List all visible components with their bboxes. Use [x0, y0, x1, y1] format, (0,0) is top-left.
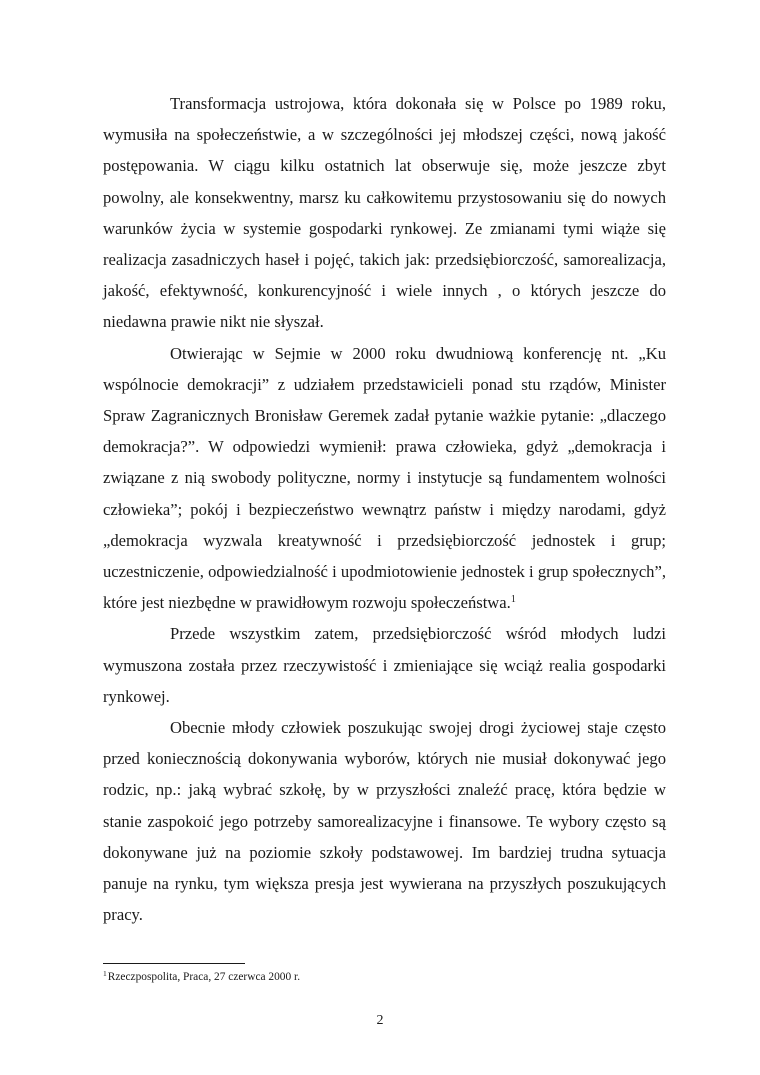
- body-text: [103, 88, 666, 930]
- paragraph-text: Obecnie młody człowiek poszukując swojej drogi życiowej staje często przed koniecznością dokonywania wyborów, których nie musiał dokonywać jego rodzic, np.: jaką wybrać szkołę, by w przyszłości znaleźć pracę, która będzie w stanie zaspokoić jego potrzeby samorealizacyjne i finansowe. Te wybory często są dokonywane już na poziomie szkoły podstawowej. Im bardziej trudna sytuacja panuje na rynku, tym większa presja jest wywierana na przyszłych poszukujących pracy.: [103, 718, 666, 925]
- footnote-reference: 1: [510, 594, 516, 606]
- paragraph-text: Transformacja ustrojowa, która dokonała się w Polsce po 1989 roku, wymusiła na społeczeństwie, a w szczególności jej młodszej części, nową jakość postępowania. W ciągu kilku ostatnich lat obserwuje się, może jeszcze zbyt powolny, ale konsekwentny, marsz ku całkowitemu przystosowaniu się do nowych warunków życia w systemie gospodarki rynkowej. Ze zmianami tymi wiąże się realizacja zasadniczych haseł i pojęć, takich jak: przedsiębiorczość, samorealizacja, jakość, efektywność, konkurencyjność i wiele innych , o których jeszcze do niedawna prawie nikt nie słyszał.: [103, 94, 666, 332]
- footnote-text: Rzeczpospolita, Praca, 27 czerwca 2000 r.: [107, 971, 301, 983]
- footnote-separator: [103, 963, 245, 964]
- paragraph-geremek-conference: [103, 338, 666, 619]
- paragraph-entrepreneurship: [103, 618, 666, 712]
- footnote-marker: 1: [103, 969, 107, 978]
- footnote: [103, 970, 666, 985]
- paragraph-transformation: [103, 88, 666, 338]
- page-number: 2: [376, 1013, 384, 1028]
- paragraph-text: Przede wszystkim zatem, przedsiębiorczość wśród młodych ludzi wymuszona została przez rzeczywistość i zmieniające się wciąż realia gospodarki rynkowej.: [103, 624, 666, 706]
- paragraph-text: Otwierając w Sejmie w 2000 roku dwudniową konferencję nt. „Ku wspólnocie demokracji” z udziałem przedstawicieli ponad stu rządów, Minister Spraw Zagranicznych Bronisław Geremek zadał pytanie ważkie pytanie: „dlaczego demokracja?”. W odpowiedzi wymienił: prawa człowieka, gdyż „demokracja i związane z nią swobody polityczne, normy i instytucje są fundamentem wolności człowieka”; pokój i bezpieczeństwo wewnątrz państw i między narodami, gdyż „demokracja wyzwala kreatywność i przedsiębiorczość jednostek i grup; uczestniczenie, odpowiedzialność i upodmiotowienie jednostek i grup społecznych”, które jest niezbędne w prawidłowym rozwoju społeczeństwa.: [103, 343, 666, 613]
- paragraph-young-person-choices: [103, 712, 666, 930]
